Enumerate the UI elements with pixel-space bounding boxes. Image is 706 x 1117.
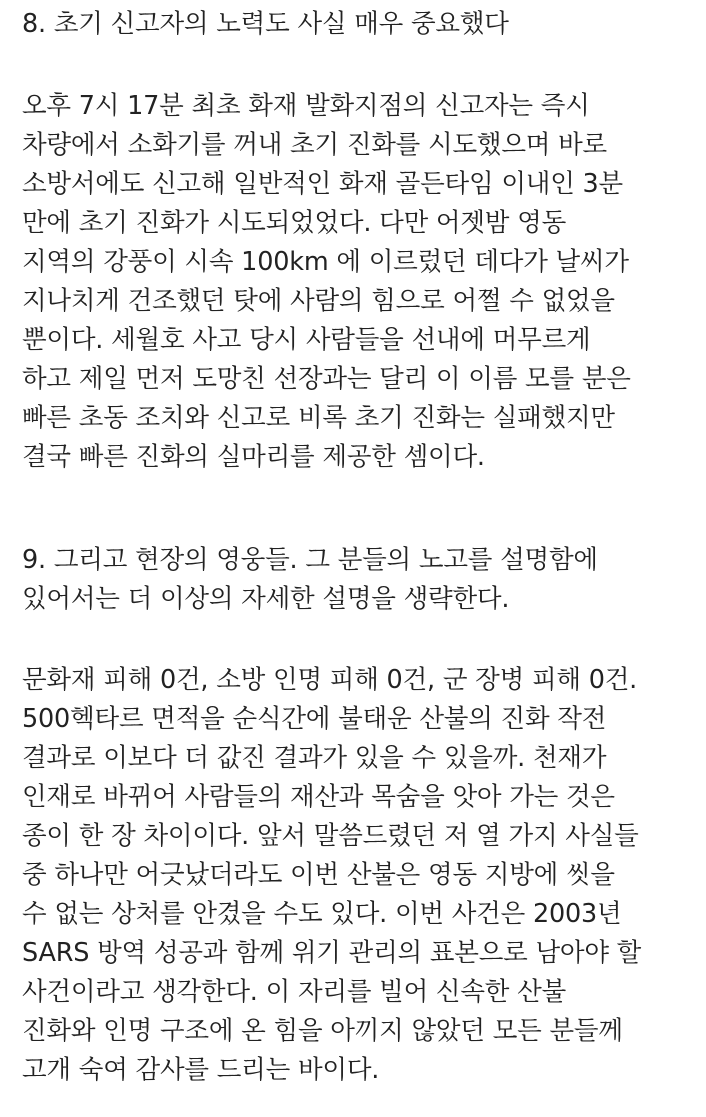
text-line: 뿐이다. 세월호 사고 당시 사람들을 선내에 머무르게 <box>22 325 591 355</box>
text-line: 만에 초기 진화가 시도되었었다. 다만 어젯밤 영동 <box>22 208 567 238</box>
section-9-line: 있어서는 더 이상의 자세한 설명을 생략한다. <box>22 584 510 614</box>
text-line: 500헥타르 면적을 순식간에 불태운 산불의 진화 작전 <box>22 704 607 734</box>
text-line: 사건이라고 생각한다. 이 자리를 빌어 신속한 산불 <box>22 977 567 1007</box>
text-line: 차량에서 소화기를 꺼내 초기 진화를 시도했으며 바로 <box>22 130 607 160</box>
text-line: 빠른 초동 조치와 신고로 비록 초기 진화는 실패했지만 <box>22 403 615 433</box>
text-line: 중 하나만 어긋났더라도 이번 산불은 영동 지방에 씻을 <box>22 860 615 890</box>
text-line: 진화와 인명 구조에 온 힘을 아끼지 않았던 모든 분들께 <box>22 1016 623 1046</box>
section-8-heading: 8. 초기 신고자의 노력도 사실 매우 중요했다 <box>22 9 509 39</box>
text-line: 수 없는 상처를 안겼을 수도 있다. 이번 사건은 2003년 <box>22 899 622 929</box>
text-line: 고개 숙여 감사를 드리는 바이다. <box>22 1055 380 1085</box>
text-line: 결과로 이보다 더 값진 결과가 있을 수 있을까. 천재가 <box>22 743 607 773</box>
text-line: 종이 한 장 차이이다. 앞서 말씀드렸던 저 열 가지 사실들 <box>22 821 639 851</box>
text-line: 오후 7시 17분 최초 화재 발화지점의 신고자는 즉시 <box>22 91 590 121</box>
text-line: 인재로 바뀌어 사람들의 재산과 목숨을 앗아 가는 것은 <box>22 782 615 812</box>
text-line: 지역의 강풍이 시속 100km 에 이르렀던 데다가 날씨가 <box>22 247 629 277</box>
text-line: 문화재 피해 0건, 소방 인명 피해 0건, 군 장병 피해 0건. <box>22 665 638 695</box>
text-line: 소방서에도 신고해 일반적인 화재 골든타임 이내인 3분 <box>22 169 623 199</box>
text-line: 결국 빠른 진화의 실마리를 제공한 셈이다. <box>22 442 485 472</box>
text-line: 지나치게 건조했던 탓에 사람의 힘으로 어쩔 수 없었을 <box>22 286 615 316</box>
text-line: SARS 방역 성공과 함께 위기 관리의 표본으로 남아야 할 <box>22 938 642 968</box>
section-9-line: 9. 그리고 현장의 영웅들. 그 분들의 노고를 설명함에 <box>22 545 598 575</box>
text-line: 하고 제일 먼저 도망친 선장과는 달리 이 이름 모를 분은 <box>22 364 631 394</box>
